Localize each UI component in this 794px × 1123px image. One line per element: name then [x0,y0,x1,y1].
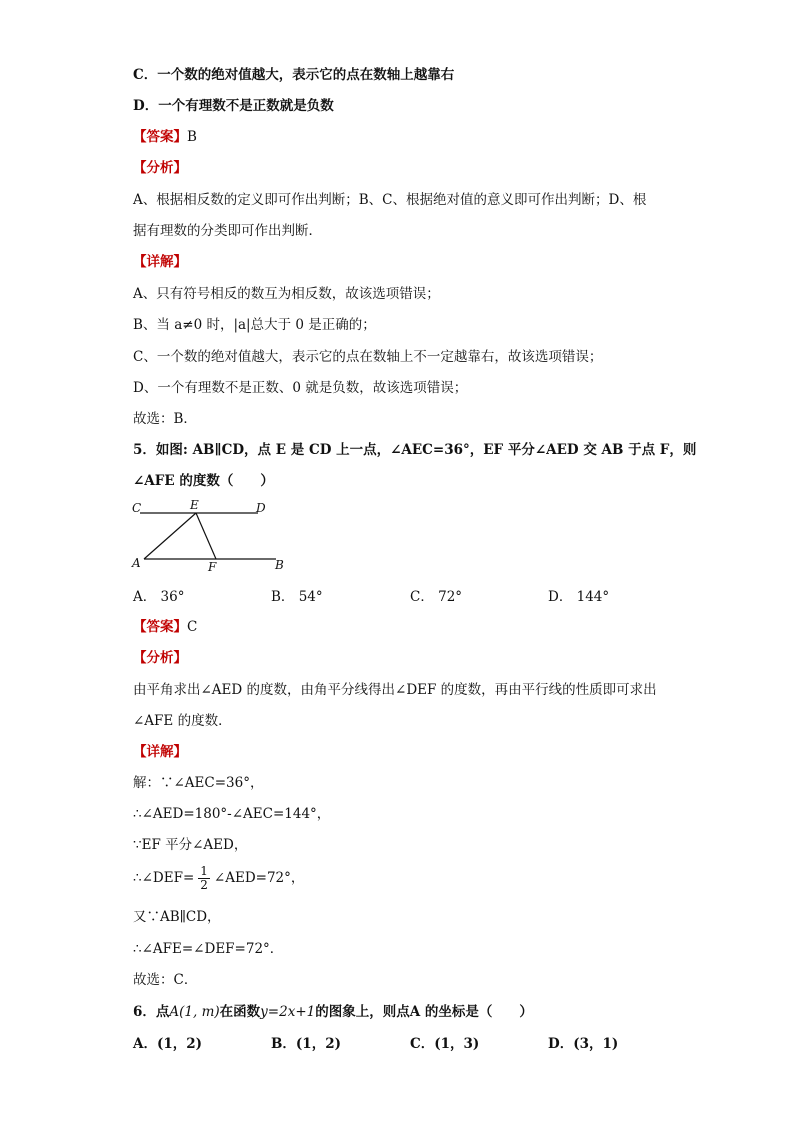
q4-detail-line-3: C、一个数的绝对值越大，表示它的点在数轴上不一定越靠右，故该选项错误； [133,349,603,365]
label-b: B [275,558,284,572]
q5-option-d: D． 144° [548,589,610,605]
q5-detail-tag: 【详解】 [133,744,187,760]
q4-analysis-tag: 【分析】 [133,160,187,176]
segment-ef [196,513,216,559]
label-e: E [190,498,199,512]
q5-step-3: ∵EF 平分∠AED， [133,837,248,853]
answer-value: B [187,129,197,145]
q4-detail-line-4: D、一个有理数不是正数、0 就是负数，故该选项错误； [133,380,468,396]
fraction-denominator: 2 [200,878,208,892]
q6-function: y=2x+1 [260,1004,316,1020]
q4-detail-tag: 【详解】 [133,254,187,270]
fraction-one-half [198,865,210,892]
q6-stem-prefix: 6．点 [133,1004,170,1020]
q5-option-c: C． 72° [410,589,463,605]
q5-step-1: 解：∵∠AEC=36°， [133,775,264,791]
label-c: C [132,501,142,515]
label-a: A [132,556,141,570]
q4-option-c: C．一个数的绝对值越大，表示它的点在数轴上越靠右 [133,67,455,83]
answer-tag: 【答案】 [133,619,187,635]
q4-analysis-line-1: A、根据相反数的定义即可作出判断；B、C、根据绝对值的意义即可作出判断；D、根 [133,192,647,208]
q4-answer [133,128,197,146]
q5-step-2: ∴∠AED=180°-∠AEC=144°， [133,806,331,822]
step-4-suffix: ∠AED=72°， [213,870,305,886]
q6-option-d: D．(3，1) [548,1036,619,1052]
q6-point: A(1, m) [169,1004,220,1020]
q5-option-b: B． 54° [271,589,323,605]
q6-stem [133,1003,533,1021]
q5-option-a: A． 36° [133,589,185,605]
q5-step-5: 又∵AB∥CD， [133,909,221,925]
q6-stem-middle: 在函数 [219,1004,261,1020]
q5-choose: 故选：C． [133,972,198,988]
q5-analysis-tag: 【分析】 [133,650,187,666]
q5-stem-line-2: ∠AFE 的度数（ ） [133,473,274,489]
label-f: F [208,560,217,574]
q4-choose: 故选：B． [133,411,197,427]
q5-answer [133,618,197,636]
q6-option-b: B．(1，2) [271,1036,341,1052]
q6-option-a: A．(1，2) [133,1036,203,1052]
step-4-prefix: ∴∠DEF= [133,870,195,886]
q4-option-d: D．一个有理数不是正数就是负数 [133,98,334,114]
fraction-numerator: 1 [200,864,208,878]
q5-analysis-line-2: ∠AFE 的度数． [133,713,232,729]
q4-detail-line-1: A、只有符号相反的数互为相反数，故该选项错误； [133,286,440,302]
segment-ae [144,513,196,559]
q5-stem-line-1: 5．如图: AB∥CD，点 E 是 CD 上一点，∠AEC=36°，EF 平分∠AED 交 AB 于点 F，则 [133,442,697,458]
q4-analysis-line-2: 据有理数的分类即可作出判断． [133,223,322,239]
q5-step-6: ∴∠AFE=∠DEF=72°． [133,941,284,957]
label-d: D [256,501,266,515]
q6-option-c: C．(1，3) [410,1036,480,1052]
q6-stem-suffix: 的图象上，则点A 的坐标是（ ） [315,1004,533,1020]
q4-detail-line-2: B、当 a≠0 时，|a|总大于 0 是正确的； [133,317,376,333]
answer-tag: 【答案】 [133,129,187,145]
q5-analysis-line-1: 由平角求出∠AED 的度数，由角平分线得出∠DEF 的度数，再由平行线的性质即可求出 [133,682,657,698]
q5-step-4 [133,864,304,892]
answer-value: C [187,619,198,635]
q5-geometry-figure [126,496,296,578]
